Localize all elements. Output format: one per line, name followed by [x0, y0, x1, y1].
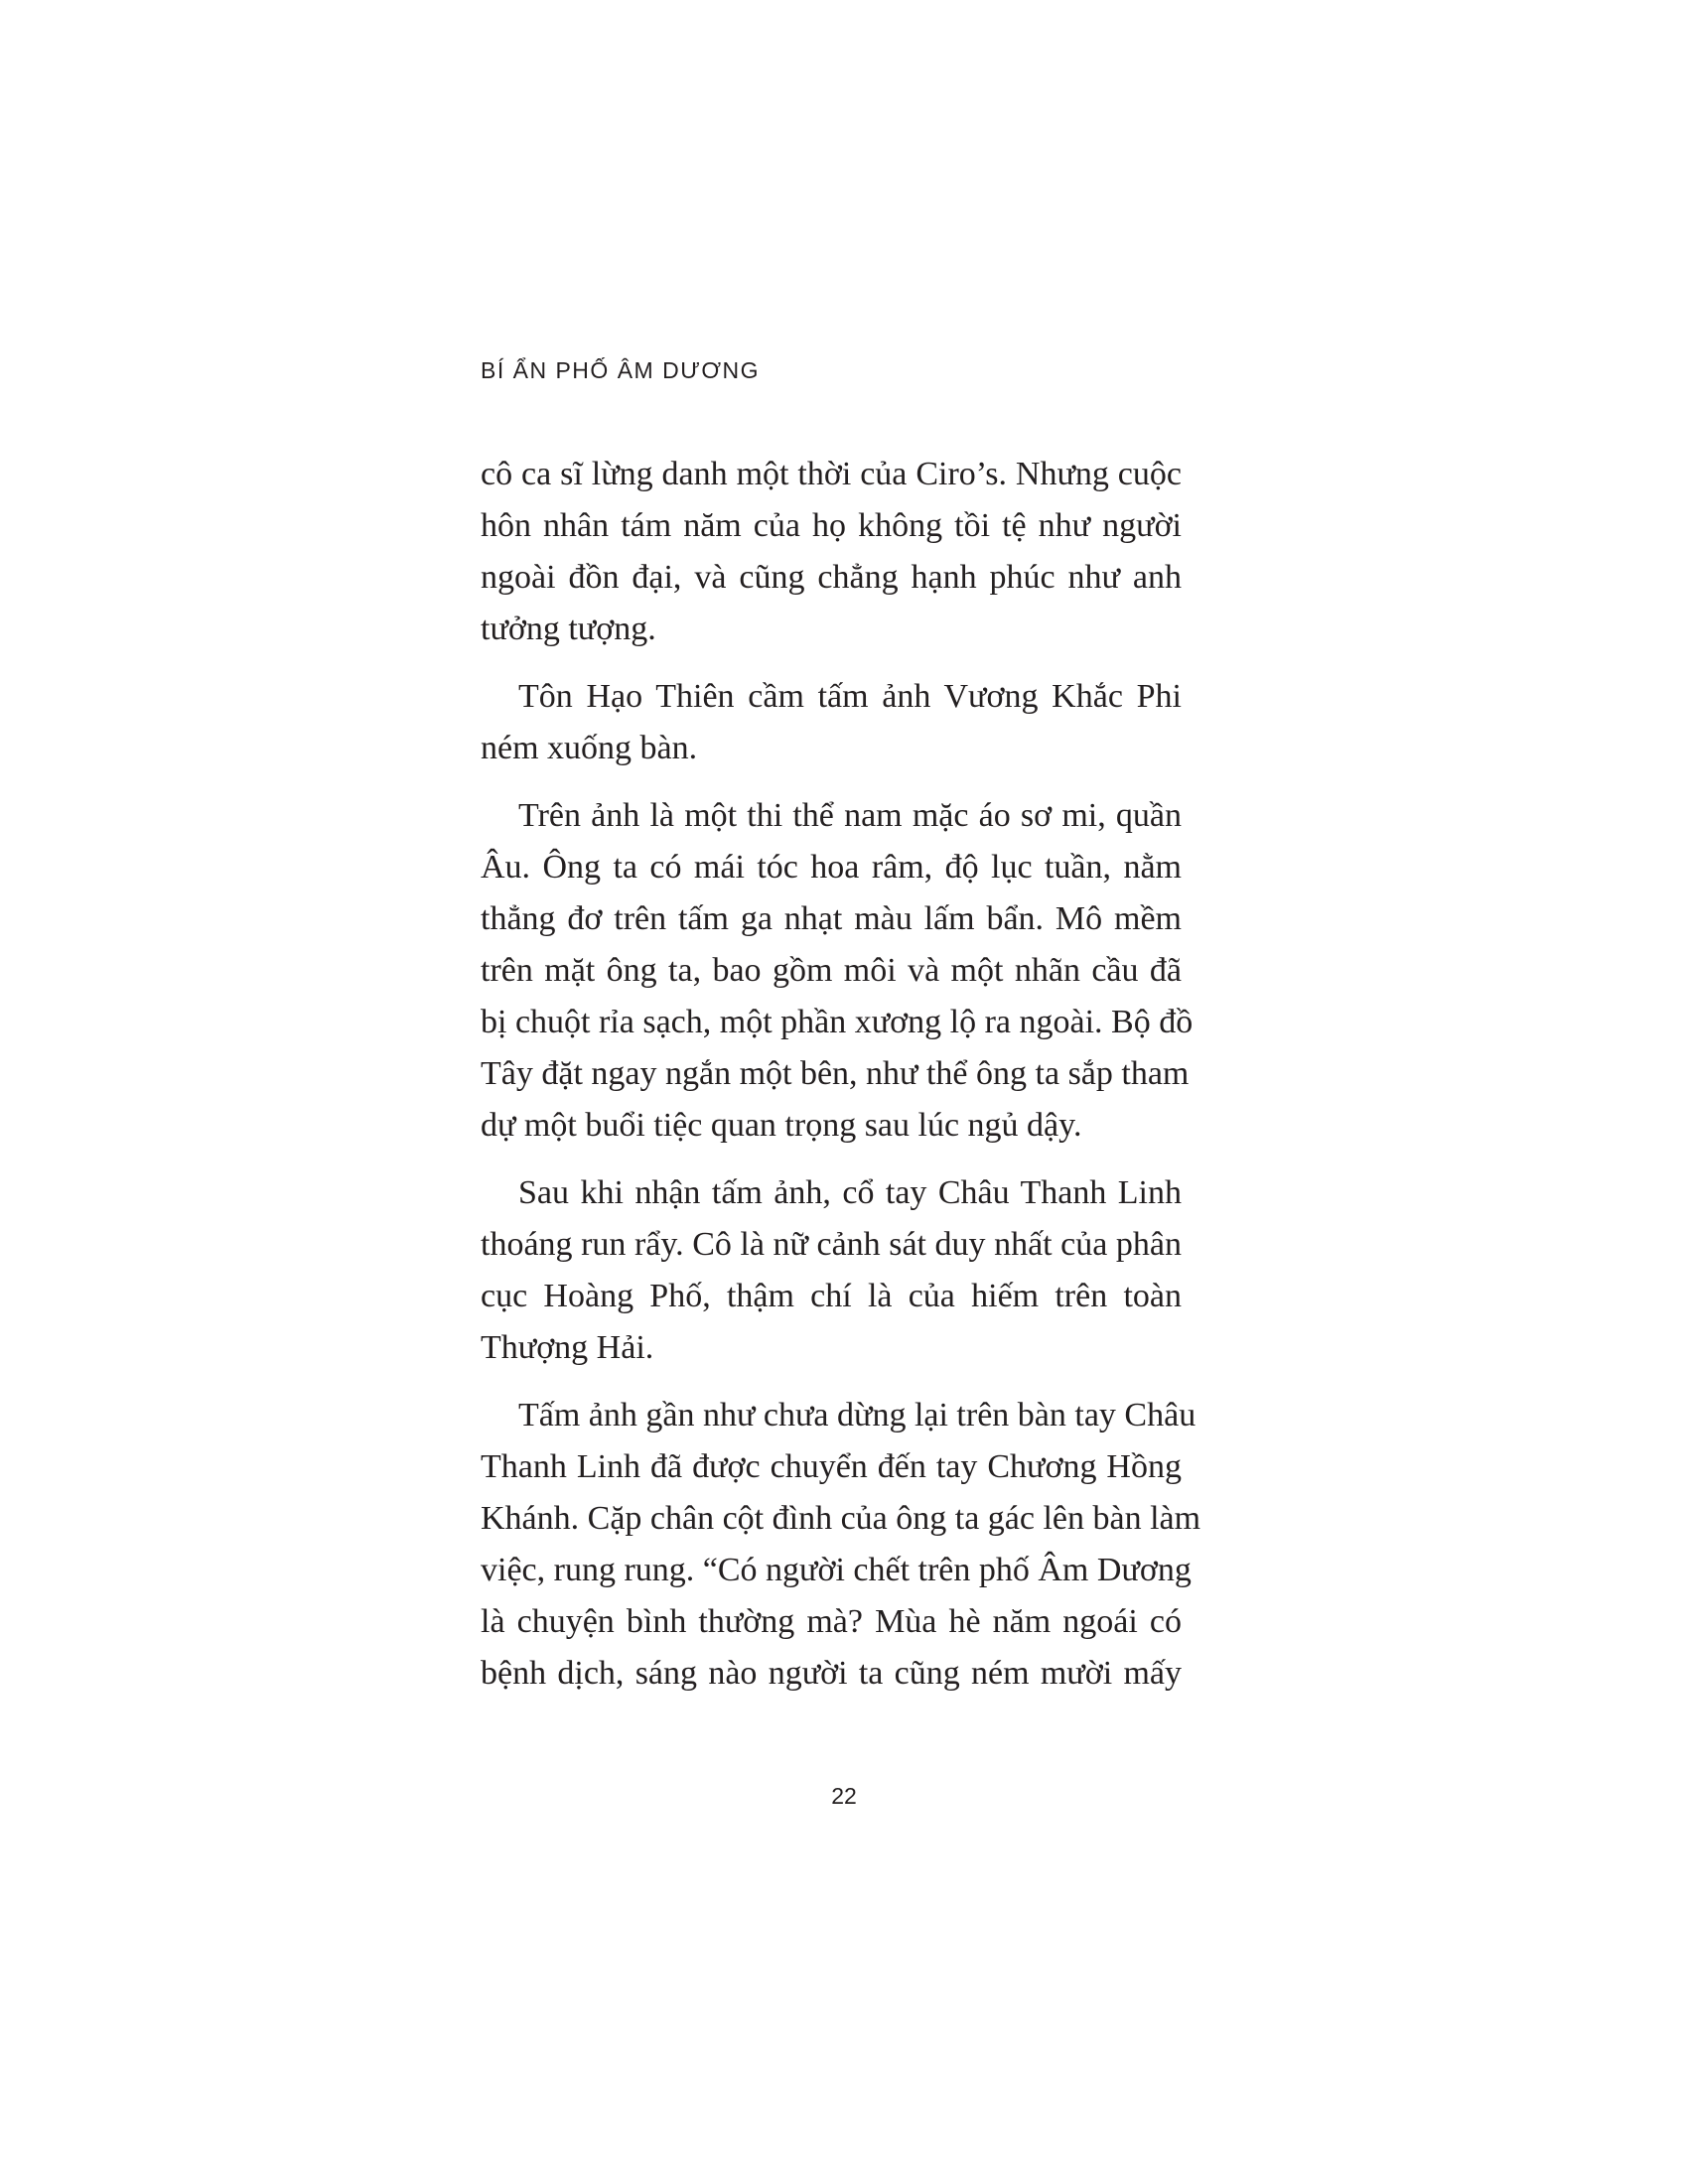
text-line: ngoài đồn đại, và cũng chẳng hạnh phúc như anh: [481, 559, 1182, 596]
text-line: thoáng run rẩy. Cô là nữ cảnh sát duy nhất của phân: [481, 1226, 1182, 1263]
body-text: [481, 449, 1201, 1700]
text-line: thẳng đơ trên tấm ga nhạt màu lấm bẩn. Mô mềm: [481, 900, 1182, 937]
text-line: Thượng Hải.: [481, 1329, 654, 1366]
text-line: Trên ảnh là một thi thể nam mặc áo sơ mi, quần: [518, 797, 1182, 834]
text-line: trên mặt ông ta, bao gồm môi và một nhãn cầu đã: [481, 952, 1182, 989]
text-line: Sau khi nhận tấm ảnh, cổ tay Châu Thanh Linh: [518, 1174, 1182, 1211]
text-line: Tấm ảnh gần như chưa dừng lại trên bàn tay Châu: [518, 1397, 1196, 1433]
paragraph: [481, 1167, 1182, 1374]
text-line: Khánh. Cặp chân cột đình của ông ta gác lên bàn làm: [481, 1500, 1201, 1537]
text-line: Âu. Ông ta có mái tóc hoa râm, độ lục tuần, nằm: [481, 849, 1182, 886]
text-line: Tôn Hạo Thiên cầm tấm ảnh Vương Khắc Phi: [518, 678, 1182, 715]
running-header-title: BÍ ẨN PHỐ ÂM DƯƠNG: [481, 357, 761, 383]
text-line: cục Hoàng Phố, thậm chí là của hiếm trên toàn: [481, 1278, 1182, 1314]
paragraph: [481, 449, 1182, 655]
text-line: là chuyện bình thường mà? Mùa hè năm ngoái có: [481, 1603, 1182, 1640]
page-number: 22: [831, 1783, 857, 1809]
text-line: Tây đặt ngay ngắn một bên, như thể ông ta sắp tham: [481, 1055, 1190, 1092]
text-line: dự một buổi tiệc quan trọng sau lúc ngủ dậy.: [481, 1107, 1082, 1144]
paragraph: [481, 671, 1182, 774]
text-line: việc, rung rung. “Có người chết trên phố Âm Dương: [481, 1552, 1192, 1588]
text-line: bệnh dịch, sáng nào người ta cũng ném mười mấy: [481, 1655, 1182, 1692]
text-line: ném xuống bàn.: [481, 730, 698, 766]
text-line: Thanh Linh đã được chuyển đến tay Chương Hồng: [481, 1448, 1182, 1485]
text-line: cô ca sĩ lừng danh một thời của Ciro’s. Nhưng cuộc: [481, 456, 1182, 492]
text-line: bị chuột rỉa sạch, một phần xương lộ ra ngoài. Bộ đồ: [481, 1004, 1194, 1040]
paragraph: [481, 1390, 1201, 1700]
text-line: hôn nhân tám năm của họ không tồi tệ như người: [481, 507, 1182, 544]
paragraph: [481, 790, 1194, 1152]
text-line: tưởng tượng.: [481, 611, 656, 647]
